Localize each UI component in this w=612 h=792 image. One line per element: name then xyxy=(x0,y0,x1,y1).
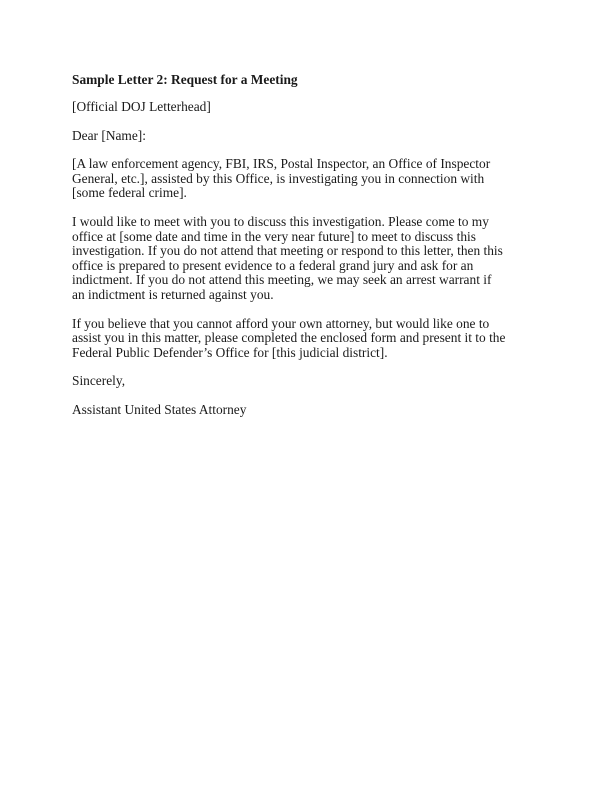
paragraph-line: office is prepared to present evidence to a federal grand jury and ask for an xyxy=(72,257,474,273)
paragraph-line: General, etc.], assisted by this Office, is investigating you in connection with xyxy=(72,170,485,186)
paragraph-line: Federal Public Defender’s Office for [this judicial district]. xyxy=(72,344,388,360)
paragraph-line: office at [some date and time in the very near future] to meet to discuss this xyxy=(72,228,476,244)
paragraph-line: If you believe that you cannot afford your own attorney, but would like one to xyxy=(72,315,490,331)
salutation: Dear [Name]: xyxy=(72,127,146,143)
paragraph-line: [some federal crime]. xyxy=(72,185,187,201)
paragraph-line: I would like to meet with you to discuss this investigation. Please come to my xyxy=(72,213,489,229)
paragraph-investigation-notice xyxy=(72,157,544,201)
letterhead-placeholder: [Official DOJ Letterhead] xyxy=(72,99,211,114)
letter-page xyxy=(72,72,544,432)
paragraph-line: an indictment is returned against you. xyxy=(72,286,274,302)
signature-title: Assistant United States Attorney xyxy=(72,401,247,417)
letter-title: Sample Letter 2: Request for a Meeting xyxy=(72,72,298,87)
paragraph-attorney-info xyxy=(72,317,544,361)
paragraph-meeting-request xyxy=(72,215,544,303)
paragraph-line: indictment. If you do not attend this meeting, we may seek an arrest warrant if xyxy=(72,272,492,288)
paragraph-line: assist you in this matter, please completed the enclosed form and present it to the xyxy=(72,330,506,346)
paragraph-line: [A law enforcement agency, FBI, IRS, Postal Inspector, an Office of Inspector xyxy=(72,156,491,172)
paragraph-line: investigation. If you do not attend that meeting or respond to this letter, then this xyxy=(72,243,503,259)
closing: Sincerely, xyxy=(72,373,126,389)
